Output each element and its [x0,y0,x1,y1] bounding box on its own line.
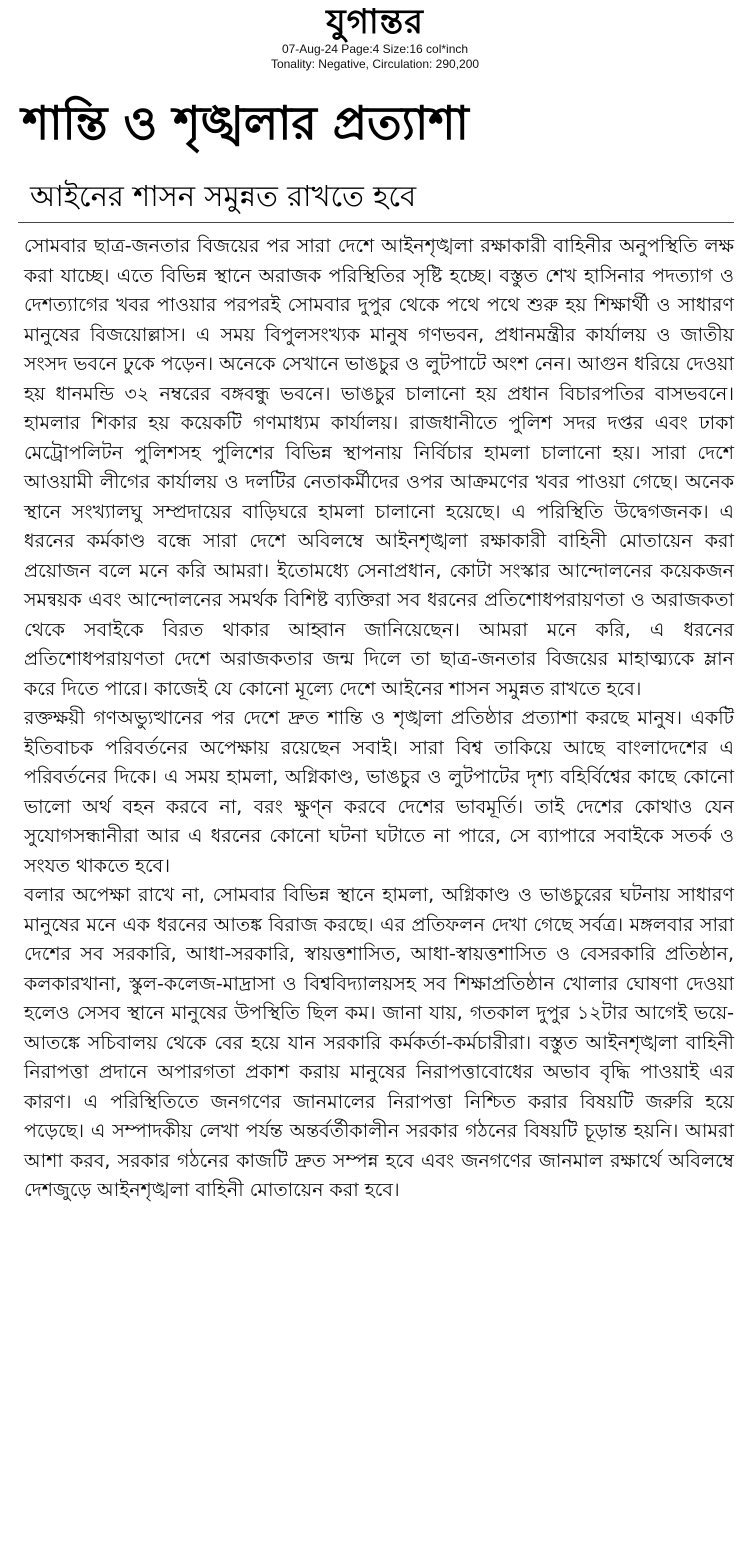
clipping-meta-tonality: Tonality: Negative, Circulation: 290,200 [270,57,480,71]
article-body [24,232,734,1206]
article-paragraph: রক্তক্ষয়ী গণঅভ্যুত্থানের পর দেশে দ্রুত শান্তি ও শৃঙ্খলা প্রতিষ্ঠার প্রত্যাশা করছে মানুষ। একটি ইতিবাচক পরিবর্তনের অপেক্ষায় রয়েছেন সবাই। সারা বিশ্ব তাকিয়ে আছে বাংলাদেশের এ পরিবর্তনের দিকে। এ সময় হামলা, অগ্নিকাণ্ড, ভাঙচুর ও লুটপাটের দৃশ্য বহির্বিশ্বের কাছে কোনো ভালো অর্থ বহন করবে না, বরং ক্ষুণ্ন করবে দেশের ভাবমূর্তি। তাই দেশের কোথাও যেন সুযোগসন্ধানীরা আর এ ধরনের কোনো ঘটনা ঘটাতে না পারে, সে ব্যাপারে সবাইকে সতর্ক ও সংযত থাকতে হবে। [24,707,734,877]
subhead-divider [18,222,734,223]
article-headline: শান্তি ও শৃঙ্খলার প্রত্যাশা [22,96,469,150]
article-paragraph: বলার অপেক্ষা রাখে না, সোমবার বিভিন্ন স্থানে হামলা, অগ্নিকাণ্ড ও ভাঙচুরের ঘটনায় সাধারণ মানুষের মনে এক ধরনের আতঙ্ক বিরাজ করছে। এর প্রতিফলন দেখা গেছে সর্বত্র। মঙ্গলবার সারা দেশের সব সরকারি, আধা-সরকারি, স্বায়ত্তশাসিত, আধা-স্বায়ত্তশাসিত ও বেসরকারি প্রতিষ্ঠান, কলকারখানা, স্কুল-কলেজ-মাদ্রাসা ও বিশ্ববিদ্যালয়সহ সব শিক্ষাপ্রতিষ্ঠান খোলার ঘোষণা দেওয়া হলেও সেসব স্থানে মানুষের উপস্থিতি ছিল কম। জানা যায়, গতকাল দুপুর ১২টার আগেই ভয়ে-আতঙ্কে সচিবালয় থেকে বের হয়ে যান সরকারি কর্মকর্তা-কর্মচারীরা। বস্তুত আইনশৃঙ্খলা বাহিনী নিরাপত্তা প্রদানে অপারগতা প্রকাশ করায় মানুষের নিরাপত্তাবোধের অভাব বৃদ্ধি পাওয়াই এর কারণ। এ পরিস্থিতিতে জনগণের জানমালের নিরাপত্তা নিশ্চিত করার বিষয়টি জরুরি হয়ে পড়েছে। এ সম্পাদকীয় লেখা পর্যন্ত অন্তর্বর্তীকালীন সরকার গঠনের বিষয়টি চূড়ান্ত হয়নি। আমরা আশা করব, সরকার গঠনের কাজটি দ্রুত সম্পন্ন হবে এবং জনগণের জানমাল রক্ষার্থে অবিলম্বে দেশজুড়ে আইনশৃঙ্খলা বাহিনী মোতায়েন করা হবে। [24,884,734,1201]
article-paragraph: সোমবার ছাত্র-জনতার বিজয়ের পর সারা দেশে আইনশৃঙ্খলা রক্ষাকারী বাহিনীর অনুপস্থিতি লক্ষ করা যাচ্ছে। এতে বিভিন্ন স্থানে অরাজক পরিস্থিতির সৃষ্টি হচ্ছে। বস্তুত শেখ হাসিনার পদত্যাগ ও দেশত্যাগের খবর পাওয়ার পরপরই সোমবার দুপুর থেকে পথে পথে শুরু হয় শিক্ষার্থী ও সাধারণ মানুষের বিজয়োল্লাস। এ সময় বিপুলসংখ্যক মানুষ গণভবন, প্রধানমন্ত্রীর কার্যালয় ও জাতীয় সংসদ ভবনে ঢুকে পড়েন। অনেকে সেখানে ভাঙচুর ও লুটপাটে অংশ নেন। আগুন ধরিয়ে দেওয়া হয় ধানমন্ডি ৩২ নম্বরের বঙ্গবন্ধু ভবনে। ভাঙচুর চালানো হয় প্রধান বিচারপতির বাসভবনে। হামলার শিকার হয় কয়েকটি গণমাধ্যম কার্যালয়। রাজধানীতে পুলিশ সদর দপ্তর এবং ঢাকা মেট্রোপলিটন পুলিশসহ পুলিশের বিভিন্ন স্থাপনায় নির্বিচার হামলা চালানো হয়। সারা দেশে আওয়ামী লীগের কার্যালয় ও দলটির নেতাকর্মীদের ওপর আক্রমণের খবর পাওয়া গেছে। অনেক স্থানে সংখ্যালঘু সম্প্রদায়ের বাড়িঘরে হামলা চালানো হয়েছে। এ পরিস্থিতি উদ্বেগজনক। এ ধরনের কর্মকাণ্ড বন্ধে সারা দেশে অবিলম্বে আইনশৃঙ্খলা রক্ষাকারী বাহিনী মোতায়েন করা প্রয়োজন বলে মনে করি আমরা। ইতোমধ্যে সেনাপ্রধান, কোটা সংস্কার আন্দোলনের কয়েকজন সমন্বয়ক এবং আন্দোলনের সমর্থক বিশিষ্ট ব্যক্তিরা সব ধরনের প্রতিশোধপরায়ণতা ও অরাজকতা থেকে সবাইকে বিরত থাকার আহ্বান জানিয়েছেন। আমরা মনে করি, এ ধরনের প্রতিশোধপরায়ণতা দেশে অরাজকতার জন্ম দিলে তা ছাত্র-জনতার বিজয়ের মাহাত্ম্যকে ম্লান করে দিতে পারে। কাজেই যে কোনো মূল্যে দেশে আইনের শাসন সমুন্নত রাখতে হবে। [24,235,734,700]
masthead [0,2,750,72]
article-subheadline: আইনের শাসন সমুন্নত রাখতে হবে [30,179,417,213]
clipping-meta-date-size: 07-Aug-24 Page:4 Size:16 col*inch [281,42,469,56]
newspaper-logo: যুগান্তর [326,2,424,42]
